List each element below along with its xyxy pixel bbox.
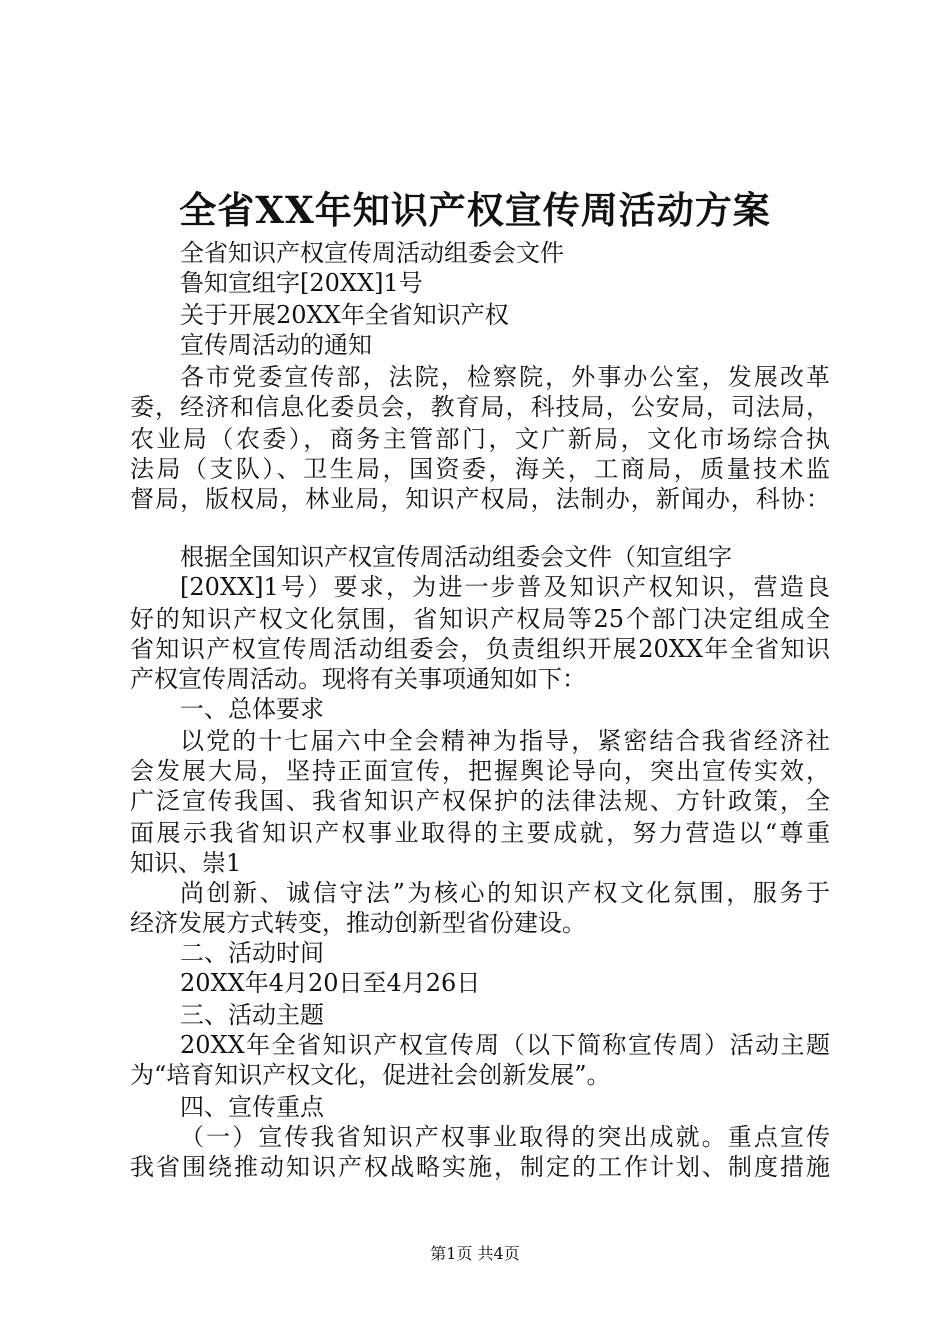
body-line: 为“培育知识产权文化，促进社会创新发展”。 — [130, 1061, 611, 1089]
section-heading: 一、总体要求 — [180, 695, 324, 723]
body-line: 尚创新、诚信守法”为核心的知识产权文化氛围，服务于 — [180, 879, 830, 907]
section-heading: 二、活动时间 — [180, 939, 324, 967]
body-line: 经济发展方式转变，推动创新型省份建设。 — [130, 909, 586, 937]
body-line: 广泛宣传我国、我省知识产权保护的法律法规、方针政策，全 — [130, 787, 830, 815]
recipients-line: 委，经济和信息化委员会，教育局，科技局，公安局，司法局， — [130, 393, 830, 421]
body-line: 我省围绕推动知识产权战略实施，制定的工作计划、制度措施 — [130, 1153, 830, 1181]
section-heading: 三、活动主题 — [180, 1001, 324, 1029]
issuer-line: 全省知识产权宣传周活动组委会文件 — [180, 239, 564, 267]
document-number: 鲁知宣组字[20XX]1号 — [180, 269, 423, 297]
activity-dates: 20XX年4月20日至4月26日 — [180, 969, 481, 997]
body-line: 省知识产权宣传周活动组委会，负责组织开展20XX年全省知识 — [130, 635, 830, 663]
section-heading: 四、宣传重点 — [180, 1093, 324, 1121]
recipients-line: 农业局（农委），商务主管部门，文广新局，文化市场综合执 — [130, 425, 830, 453]
recipients-line: 督局，版权局，林业局，知识产权局，法制办，新闻办，科协： — [130, 485, 830, 513]
body-line: 20XX年全省知识产权宣传周（以下简称宣传周）活动主题 — [180, 1031, 830, 1059]
body-line: 面展示我省知识产权事业取得的主要成就，努力营造以“尊重 — [130, 819, 830, 847]
body-line: 知识、崇1 — [130, 849, 242, 877]
recipients-line: 各市党委宣传部，法院，检察院，外事办公室，发展改革 — [180, 363, 830, 391]
body-line: 会发展大局，坚持正面宣传，把握舆论导向，突出宣传实效， — [130, 757, 830, 785]
notice-title-line-2: 宣传周活动的通知 — [180, 331, 372, 359]
body-line: 好的知识产权文化氛围，省知识产权局等25个部门决定组成全 — [130, 605, 830, 633]
body-line: 以党的十七届六中全会精神为指导，紧密结合我省经济社 — [180, 727, 830, 755]
body-line: [20XX]1号）要求，为进一步普及知识产权知识，营造良 — [180, 573, 830, 601]
document-title: 全省XX年知识产权宣传周活动方案 — [179, 188, 771, 232]
body-line: （一）宣传我省知识产权事业取得的突出成就。重点宣传 — [180, 1123, 830, 1151]
body-line: 根据全国知识产权宣传周活动组委会文件（知宣组字 — [180, 543, 732, 571]
recipients-line: 法局（支队）、卫生局，国资委，海关，工商局，质量技术监 — [130, 455, 830, 483]
page-footer: 第1页 共4页 — [430, 1244, 520, 1263]
body-line: 产权宣传周活动。现将有关事项通知如下： — [130, 665, 586, 693]
notice-title-line-1: 关于开展20XX年全省知识产权 — [180, 301, 509, 329]
